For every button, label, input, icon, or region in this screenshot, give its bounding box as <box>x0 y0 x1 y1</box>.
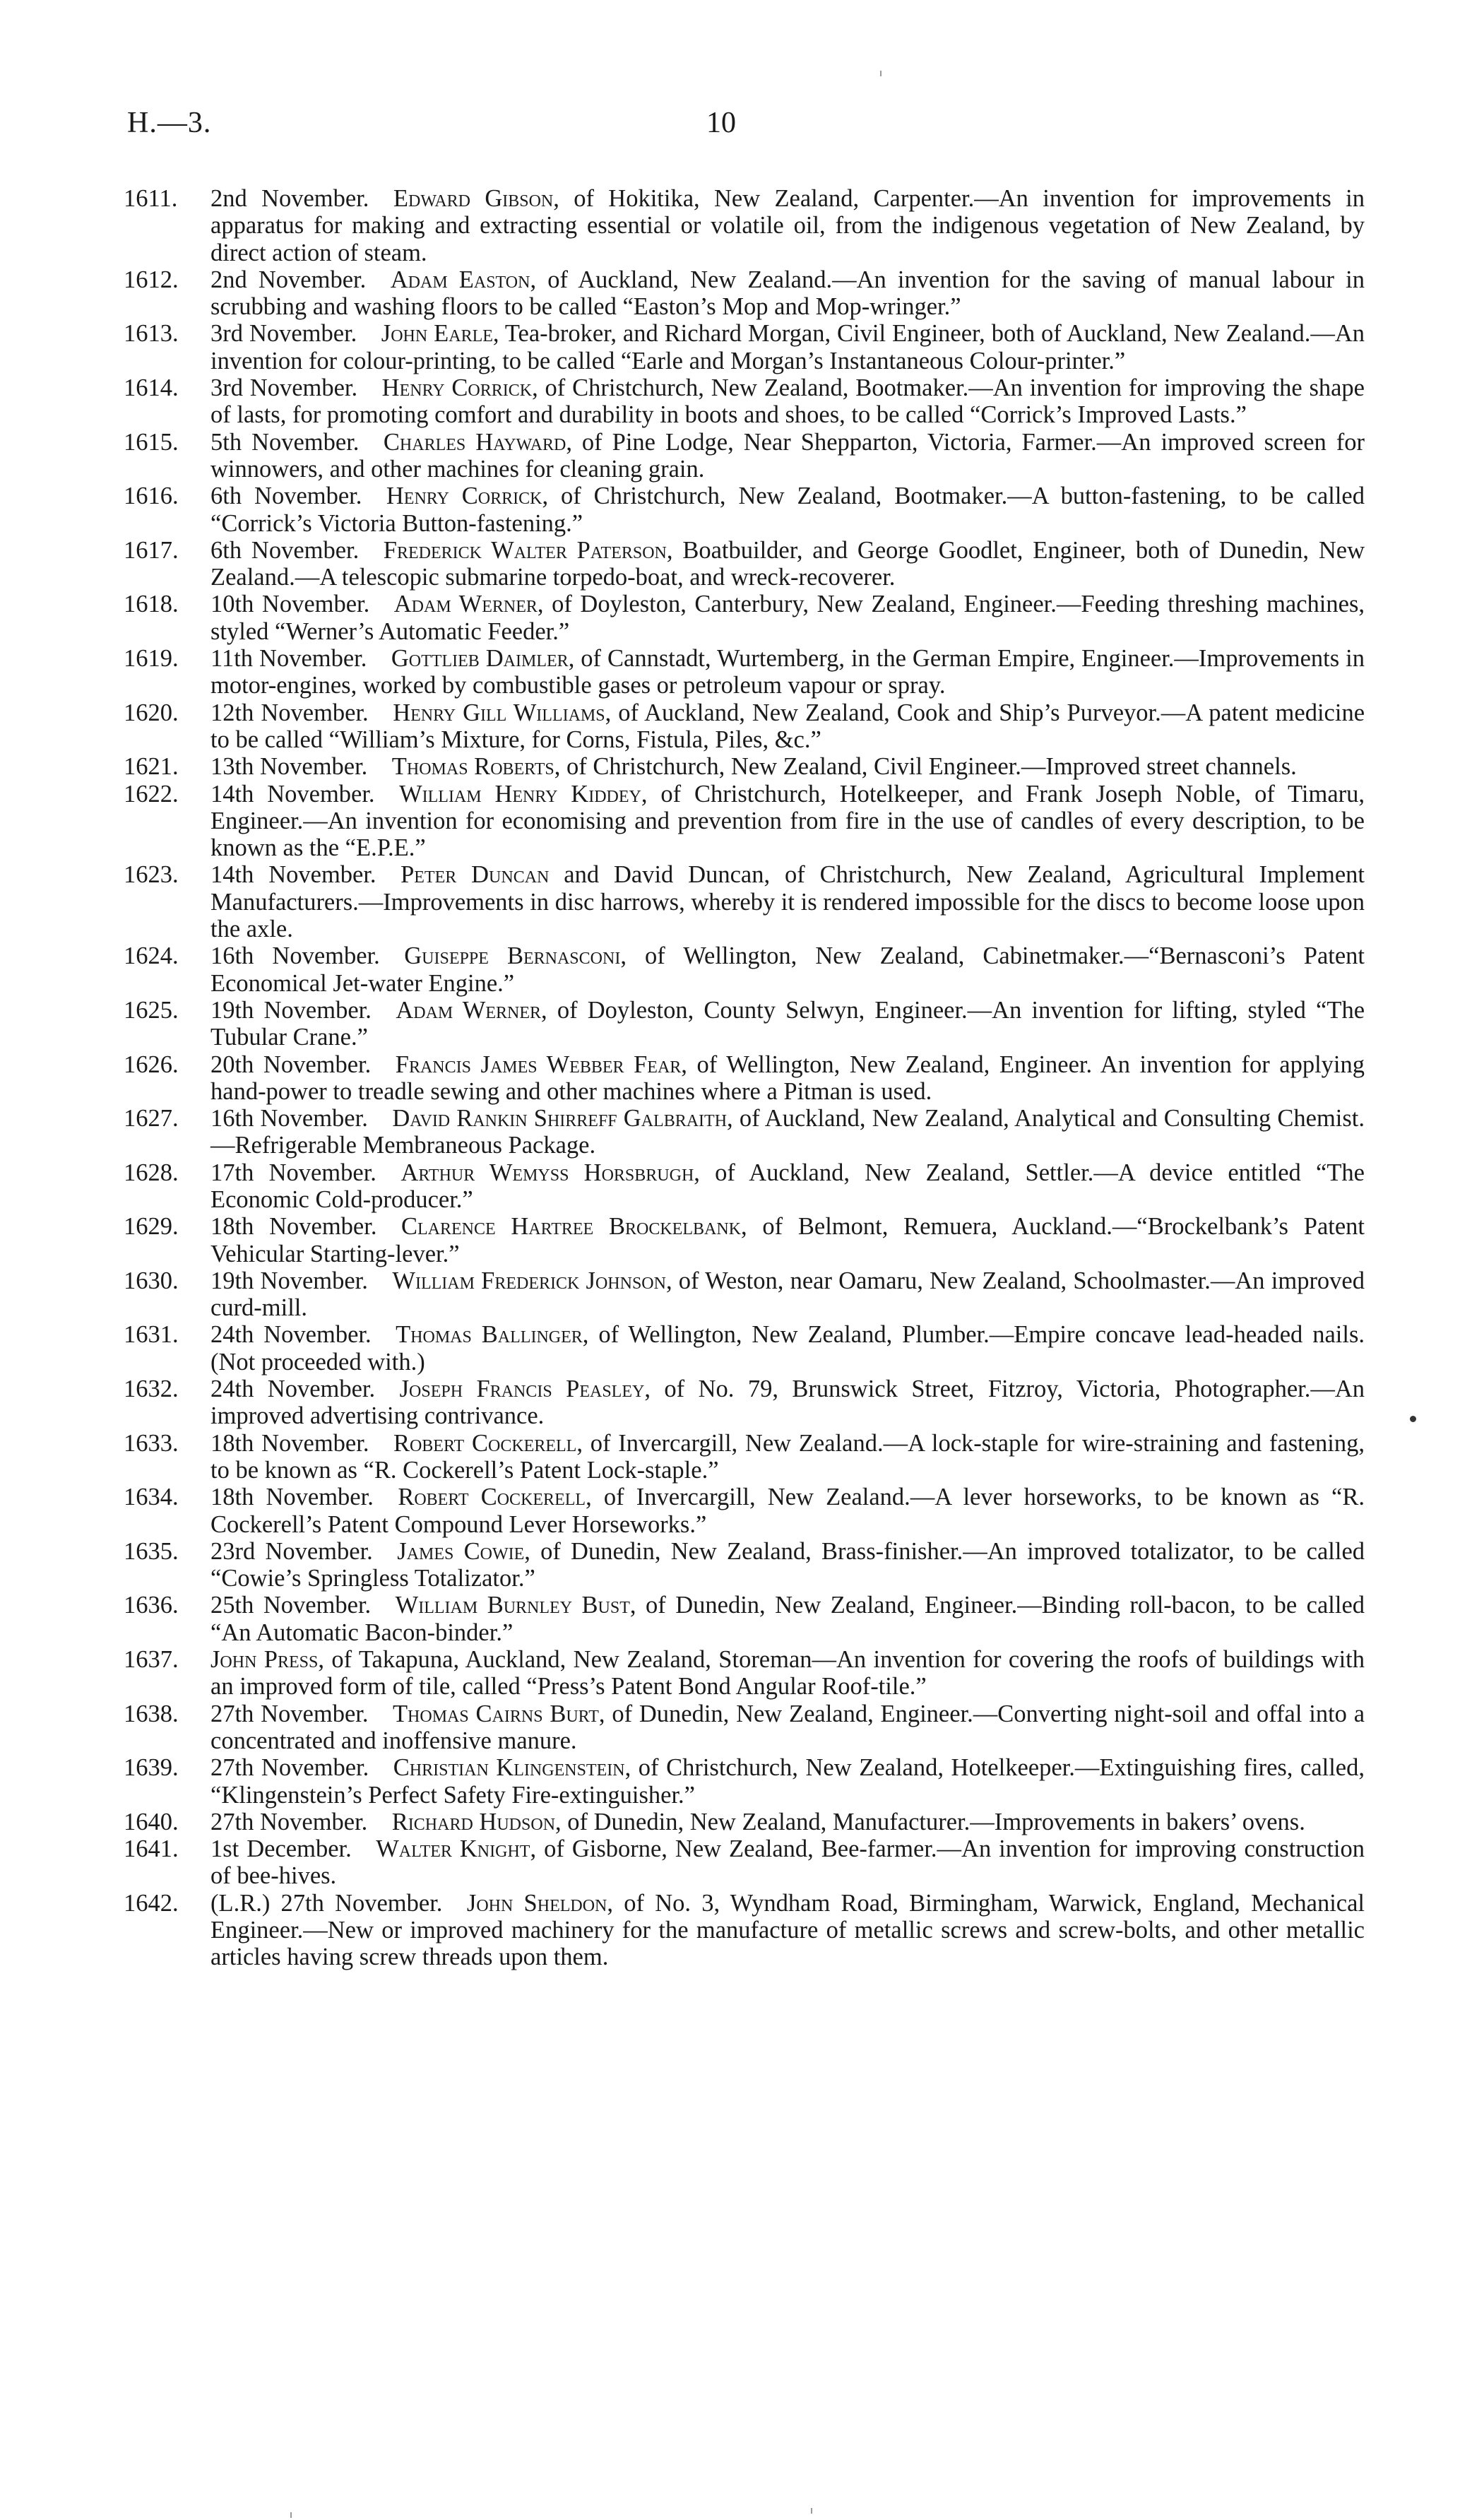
entry-date: 18th November. <box>210 1213 377 1241</box>
applicant-name: Henry Gill Williams <box>393 699 605 726</box>
entry-description: , of Belmont, Remuera, Auckland.—“Brockelbank’s Patent Vehicular Starting-lever.” <box>210 1213 1365 1267</box>
patent-entry <box>124 537 1365 591</box>
entry-number: 1640. <box>124 1808 179 1835</box>
applicant-name: Adam Werner <box>393 591 538 618</box>
entry-date: 2nd November. <box>210 185 369 212</box>
entry-number: 1611. <box>124 185 178 212</box>
entry-number: 1620. <box>124 699 179 726</box>
entry-description: , of Invercargill, New Zealand.—A lock-staple for wire-straining and fastening, to be known as “R. Cockerell’s Patent Lock-staple.” <box>210 1429 1365 1484</box>
entry-date: 6th November. <box>210 483 362 510</box>
applicant-name: Peter Duncan <box>400 861 550 889</box>
applicant-name: Thomas Cairns Burt <box>392 1700 599 1727</box>
page-number: 10 <box>706 107 736 139</box>
entry-number: 1632. <box>124 1376 179 1403</box>
entry-date: 27th November. <box>210 1754 369 1782</box>
entry-description: , of Dunedin, New Zealand, Engineer.—Converting night-soil and offal into a concentrated and inoffensive manure. <box>210 1700 1365 1754</box>
patent-entry <box>124 781 1365 862</box>
document-id: H.—3. <box>127 107 212 139</box>
applicant-name: William Frederick Johnson <box>392 1267 666 1294</box>
applicant-name: Henry Corrick <box>381 374 533 402</box>
entry-description: , of Wellington, New Zealand, Cabinetmaker.—“Bernasconi’s Patent Economical Jet-water Engine.” <box>210 942 1365 997</box>
entry-description: , of Auckland, New Zealand.—An invention for the saving of manual labour in scrubbing and washing floors to be called “Easton’s Mop and Mop-wringer.” <box>210 266 1365 321</box>
entry-number: 1634. <box>124 1484 179 1511</box>
entry-description: , of Christchurch, New Zealand, Bootmaker.—A button-fastening, to be called “Corrick’s Victoria Button-fastening.” <box>210 483 1365 537</box>
patent-entry <box>124 1213 1365 1267</box>
entry-number: 1642. <box>124 1889 179 1917</box>
patent-entry <box>124 1051 1365 1106</box>
patent-entry <box>124 266 1365 321</box>
patent-entry <box>124 1159 1365 1214</box>
patent-entry <box>124 483 1365 537</box>
entry-date: 14th November. <box>210 861 376 889</box>
applicant-name: Henry Corrick <box>386 483 542 510</box>
entry-description: , of Hokitika, New Zealand, Carpenter.—An invention for improvements in apparatus for making and extracting essential or volatile oil, from the indigenous vegetation of New Zealand, by direct action of steam. <box>210 185 1365 266</box>
margin-tick <box>811 2508 812 2514</box>
applicant-name: Walter Knight <box>376 1835 530 1863</box>
patent-entry <box>124 1835 1365 1890</box>
entry-description: and David Duncan, of Christchurch, New Zealand, Agricultural Implement Manufacturers.—Improvements in disc harrows, whereby it is rendered impossible for the discs to become loose upon the axle. <box>210 861 1365 943</box>
entry-description: , of Pine Lodge, Near Shepparton, Victoria, Farmer.—An improved screen for winnowers, and other machines for cleaning grain. <box>210 428 1365 483</box>
entry-number: 1618. <box>124 591 179 618</box>
entry-date: 18th November. <box>210 1429 369 1457</box>
entry-description: , of Doyleston, Canterbury, New Zealand, Engineer.—Feeding threshing machines, styled “Werner’s Automatic Feeder.” <box>210 591 1365 645</box>
patent-entry <box>124 374 1365 429</box>
patent-entry <box>124 1809 1365 1835</box>
entry-description: , of Dunedin, New Zealand, Brass-finisher.—An improved totalizator, to be called “Cowie’s Springless Totalizator.” <box>210 1537 1365 1592</box>
patent-entry <box>124 429 1365 483</box>
applicant-name: Frederick Walter Paterson <box>383 536 667 564</box>
entry-description: , of Auckland, New Zealand, Cook and Ship’s Purveyor.—A patent medicine to be called “William’s Mixture, for Corns, Fistula, Piles, &c.” <box>210 699 1365 753</box>
applicant-name: William Henry Kiddey <box>399 780 641 808</box>
patent-entry <box>124 1267 1365 1322</box>
patent-entry <box>124 699 1365 754</box>
entry-date: 20th November. <box>210 1051 372 1078</box>
entry-description: , of Christchurch, New Zealand, Civil Engineer.—Improved street channels. <box>554 753 1297 781</box>
applicant-name: David Rankin Shirreff Galbraith <box>392 1105 728 1132</box>
patent-entry <box>124 185 1365 266</box>
entry-date: 3rd November. <box>210 374 358 402</box>
entry-number: 1614. <box>124 374 179 402</box>
patent-entry <box>124 1890 1365 1971</box>
entry-date: 19th November. <box>210 1267 368 1294</box>
entry-number: 1641. <box>124 1835 179 1863</box>
entry-description: , of Cannstadt, Wurtemberg, in the German Empire, Engineer.—Improvements in motor-engines, worked by combustible gases or petroleum vapour or spray. <box>210 645 1365 699</box>
entry-date: 5th November. <box>210 428 360 456</box>
entry-date: (L.R.) 27th November. <box>210 1889 443 1917</box>
entry-number: 1627. <box>124 1105 179 1132</box>
patent-entry <box>124 591 1365 645</box>
entry-date: 18th November. <box>210 1484 374 1511</box>
entry-description: , of Wellington, New Zealand, Engineer. An invention for applying hand-power to treadle sewing and other machines where a Pitman is used. <box>210 1051 1365 1105</box>
entry-date: 1st December. <box>210 1835 352 1863</box>
entry-description: , of Invercargill, New Zealand.—A lever horseworks, to be known as “R. Cockerell’s Patent Compound Lever Horseworks.” <box>210 1484 1365 1538</box>
entry-number: 1635. <box>124 1537 179 1565</box>
entry-date: 27th November. <box>210 1700 369 1727</box>
entry-number: 1638. <box>124 1700 179 1727</box>
entry-description: , of Christchurch, Hotelkeeper, and Frank Joseph Noble, of Timaru, Engineer.—An invention for economising and prevention from fire in the use of candles of every description, to be known as the “E.P.E.” <box>210 780 1365 862</box>
patent-entry <box>124 861 1365 942</box>
patent-entry <box>124 1321 1365 1376</box>
entry-date: 2nd November. <box>210 266 367 293</box>
patent-entry <box>124 1592 1365 1646</box>
entry-date: 10th November. <box>210 591 370 618</box>
applicant-name: Robert Cockerell <box>393 1429 577 1457</box>
entry-number: 1617. <box>124 536 179 564</box>
entry-description: , of No. 3, Wyndham Road, Birmingham, Warwick, England, Mechanical Engineer.—New or improved machinery for the manufacture of metallic screws and screw-bolts, and other metallic articles having screw threads upon them. <box>210 1889 1365 1971</box>
entry-number: 1623. <box>124 861 179 889</box>
entry-number: 1628. <box>124 1159 179 1186</box>
page-header <box>127 106 1356 155</box>
entry-number: 1622. <box>124 780 179 808</box>
applicant-name: Guiseppe Bernasconi <box>404 942 621 970</box>
entry-number: 1615. <box>124 428 179 456</box>
entry-number: 1626. <box>124 1051 179 1078</box>
entry-date: 27th November. <box>210 1808 368 1835</box>
entry-description: , Tea-broker, and Richard Morgan, Civil Engineer, both of Auckland, New Zealand.—An invention for colour-printing, to be called “Earle and Morgan’s Instantaneous Colour-printer.” <box>210 320 1365 374</box>
entry-number: 1621. <box>124 753 179 781</box>
entry-description: , of Auckland, New Zealand, Analytical and Consulting Chemist.—Refrigerable Membraneous Package. <box>210 1105 1365 1159</box>
entry-number: 1636. <box>124 1592 179 1619</box>
patent-entry <box>124 1484 1365 1538</box>
applicant-name: Francis James Webber Fear <box>395 1051 682 1078</box>
margin-mark <box>1410 1416 1416 1422</box>
patent-entry <box>124 997 1365 1051</box>
entry-number: 1631. <box>124 1321 179 1349</box>
applicant-name: Robert Cockerell <box>398 1484 586 1511</box>
patent-entry <box>124 1700 1365 1755</box>
entry-description: , Boatbuilder, and George Goodlet, Engineer, both of Dunedin, New Zealand.—A telescopic submarine torpedo-boat, and wreck-recoverer. <box>210 536 1365 591</box>
patent-entry <box>124 320 1365 374</box>
patent-entry <box>124 942 1365 997</box>
applicant-name: Thomas Ballinger <box>396 1321 583 1349</box>
entry-date: 23rd November. <box>210 1537 373 1565</box>
entry-date: 16th November. <box>210 942 380 970</box>
applicant-name: Joseph Francis Peasley <box>399 1376 645 1403</box>
applicant-name: Edward Gibson <box>393 185 554 212</box>
entry-description: , of Doyleston, County Selwyn, Engineer.—An invention for lifting, styled “The Tubular Crane.” <box>210 996 1365 1051</box>
applicant-name: Richard Hudson <box>391 1808 556 1835</box>
applicant-name: John Press <box>210 1646 319 1674</box>
patent-entry <box>124 753 1365 780</box>
applicant-name: Charles Hayward <box>383 428 566 456</box>
applicant-name: John Sheldon <box>466 1889 607 1917</box>
applicant-name: Arthur Wemyss Horsbrugh <box>400 1159 694 1186</box>
entry-description: , of Takapuna, Auckland, New Zealand, Storeman—An invention for covering the roofs of buildings with an improved form of tile, called “Press’s Patent Bond Angular Roof-tile.” <box>210 1646 1365 1700</box>
patent-entry <box>124 1646 1365 1700</box>
applicant-name: Gottlieb Daimler <box>391 645 569 673</box>
entry-description: , of Weston, near Oamaru, New Zealand, Schoolmaster.—An improved curd-mill. <box>210 1267 1365 1322</box>
entry-date: 19th November. <box>210 996 372 1024</box>
patent-entry <box>124 1430 1365 1484</box>
entry-number: 1616. <box>124 483 179 510</box>
entry-number: 1612. <box>124 266 179 293</box>
entry-description: , of Auckland, New Zealand, Settler.—A device entitled “The Economic Cold-producer.” <box>210 1159 1365 1213</box>
entry-date: 11th November. <box>210 645 367 673</box>
entry-date: 12th November. <box>210 699 369 726</box>
entry-number: 1625. <box>124 996 179 1024</box>
entry-date: 24th November. <box>210 1321 372 1349</box>
entry-number: 1630. <box>124 1267 179 1294</box>
entry-date: 13th November. <box>210 753 368 781</box>
applicant-name: William Burnley Bust <box>395 1592 630 1619</box>
applicant-name: James Cowie <box>397 1537 525 1565</box>
patent-entry <box>124 645 1365 699</box>
margin-tick <box>290 2512 292 2518</box>
entry-date: 6th November. <box>210 536 360 564</box>
patent-entry <box>124 1538 1365 1592</box>
entry-description: , of Dunedin, New Zealand, Manufacturer.—Improvements in bakers’ ovens. <box>555 1808 1305 1835</box>
entry-description: , of Christchurch, New Zealand, Hotelkeeper.—Extinguishing fires, called, “Klingenstein’s Perfect Safety Fire-extinguisher.” <box>210 1754 1365 1809</box>
entry-number: 1639. <box>124 1754 179 1782</box>
patent-entry <box>124 1376 1365 1430</box>
entry-description: , of Christchurch, New Zealand, Bootmaker.—An invention for improving the shape of lasts, for promoting comfort and durability in boots and shoes, to be called “Corrick’s Improved Lasts.” <box>210 374 1365 429</box>
entry-number: 1624. <box>124 942 179 970</box>
entry-number: 1633. <box>124 1429 179 1457</box>
entry-description: , of Gisborne, New Zealand, Bee-farmer.—An invention for improving construction of bee-hives. <box>210 1835 1365 1890</box>
entry-date: 24th November. <box>210 1376 376 1403</box>
entry-date: 25th November. <box>210 1592 372 1619</box>
patent-entry <box>124 1754 1365 1809</box>
entry-date: 3rd November. <box>210 320 357 348</box>
margin-tick <box>880 71 882 76</box>
applicant-name: John Earle <box>381 320 493 348</box>
applicant-name: Adam Werner <box>396 996 542 1024</box>
entry-description: , of No. 79, Brunswick Street, Fitzroy, Victoria, Photographer.—An improved advertising contrivance. <box>210 1376 1365 1430</box>
patent-entry <box>124 1105 1365 1159</box>
entry-date: 16th November. <box>210 1105 368 1132</box>
entry-description: , of Wellington, New Zealand, Plumber.—Empire concave lead-headed nails. (Not proceeded with.) <box>210 1321 1365 1376</box>
applicant-name: Thomas Roberts <box>391 753 554 781</box>
entry-date: 14th November. <box>210 780 375 808</box>
entry-number: 1637. <box>124 1646 179 1674</box>
entry-number: 1619. <box>124 645 179 673</box>
entry-number: 1613. <box>124 320 179 348</box>
entry-date: 17th November. <box>210 1159 376 1186</box>
entry-description: , of Dunedin, New Zealand, Engineer.—Binding roll-bacon, to be called “An Automatic Bacon-binder.” <box>210 1592 1365 1646</box>
applicant-name: Clarence Hartree Brockelbank <box>400 1213 741 1241</box>
entry-number: 1629. <box>124 1213 179 1241</box>
patent-entries-list <box>124 185 1365 1971</box>
applicant-name: Christian Klingenstein <box>393 1754 625 1782</box>
applicant-name: Adam Easton <box>390 266 530 293</box>
